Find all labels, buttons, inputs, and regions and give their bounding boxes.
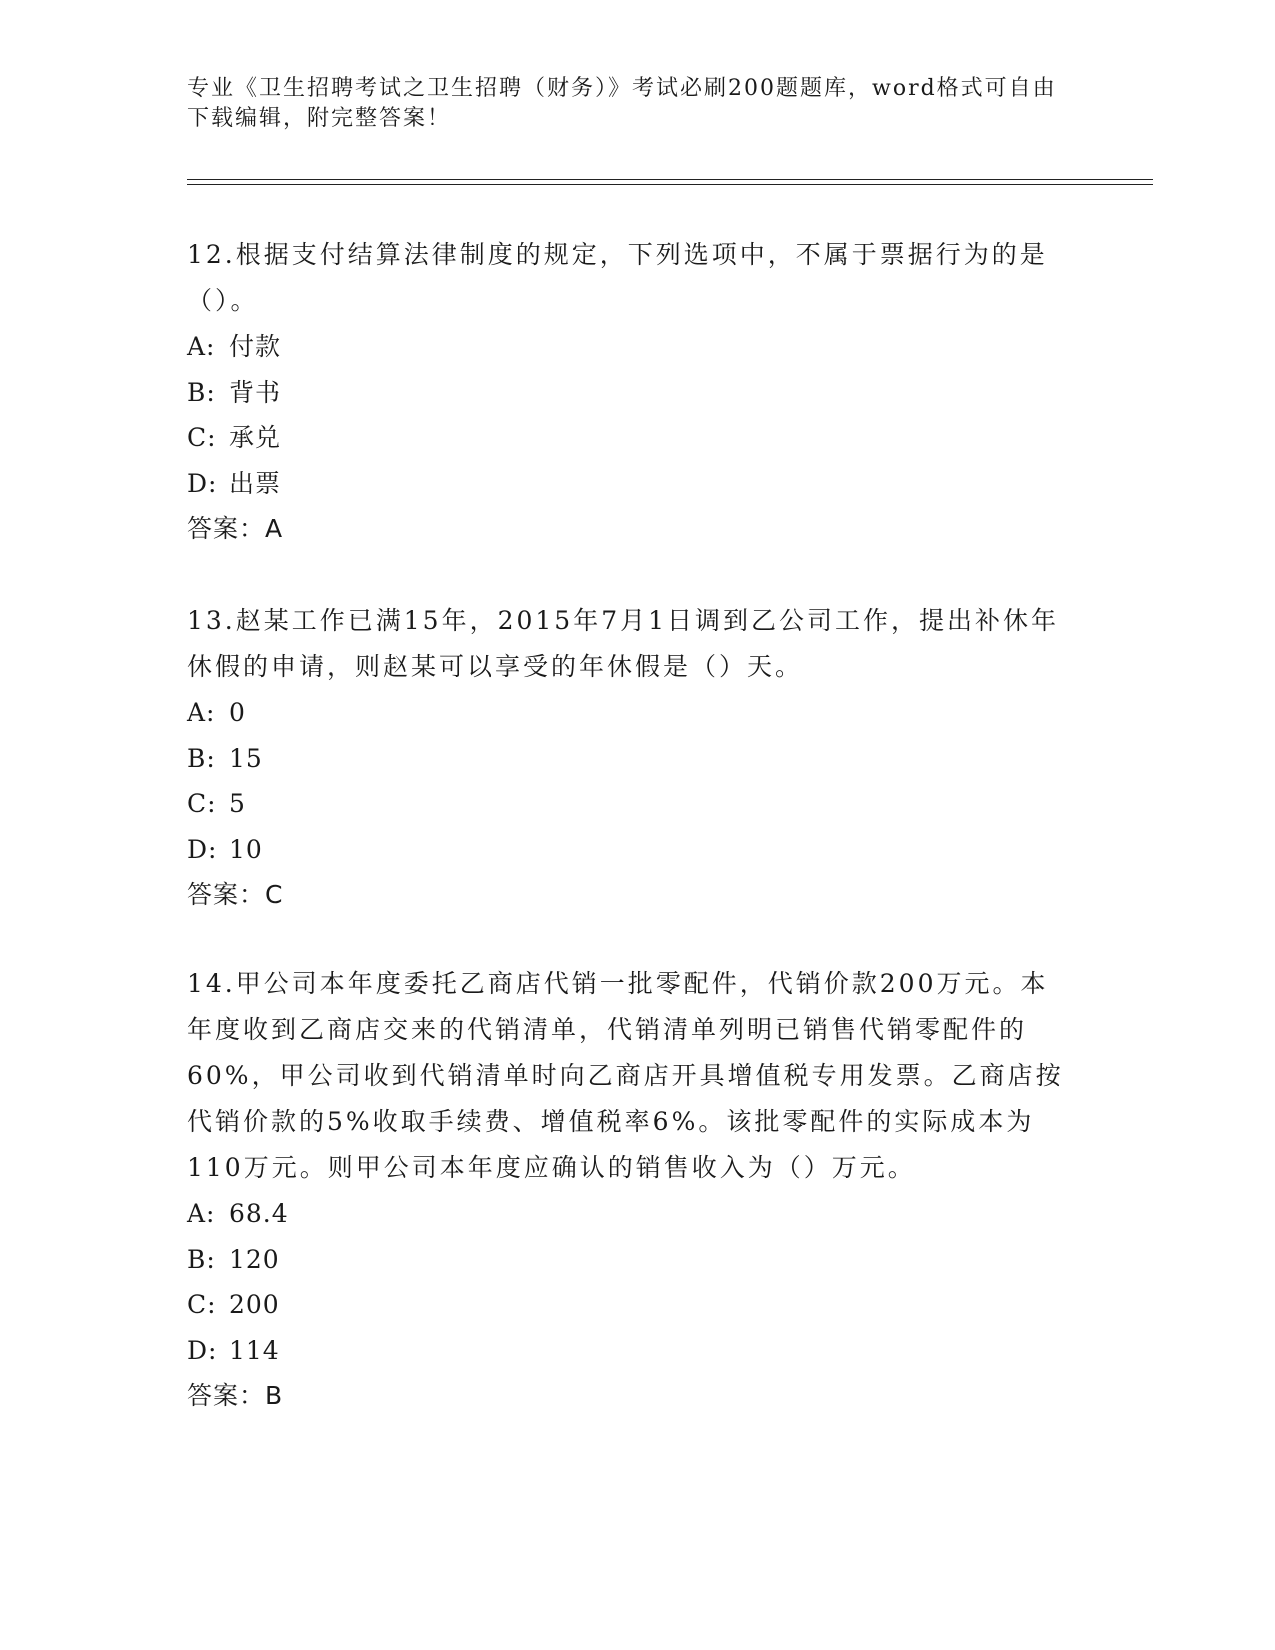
option-d <box>187 461 1067 507</box>
option-letter: A: <box>187 332 216 361</box>
answer-line: 答案：A <box>187 514 284 543</box>
option-text: 0 <box>229 698 246 727</box>
option-letter: C: <box>187 1290 217 1319</box>
option-b <box>187 370 1067 416</box>
option-letter: A: <box>187 698 216 727</box>
question-text: 14.甲公司本年度委托乙商店代销一批零配件，代销价款200万元。本年度收到乙商店交来的代销清单，代销清单列明已销售代销零配件的60%，甲公司收到代销清单时向乙商店开具增值税专用发票。乙商店按代销价款的5%收取手续费、增值税率6%。该批零配件的实际成本为110万元。则甲公司本年度应确认的销售收入为（）万元。 <box>187 969 1064 1182</box>
option-b <box>187 736 1067 782</box>
question-12 <box>187 232 1067 552</box>
option-text: 承兑 <box>229 423 282 452</box>
option-text: 5 <box>229 789 246 818</box>
option-d <box>187 1328 1067 1374</box>
option-letter: A: <box>187 1199 216 1228</box>
option-text: 15 <box>229 743 263 773</box>
option-text: 68.4 <box>229 1199 289 1228</box>
option-text: 200 <box>229 1290 280 1319</box>
option-letter: D: <box>187 834 218 864</box>
option-letter: D: <box>187 1335 218 1365</box>
answer-line: 答案：B <box>187 1381 284 1410</box>
question-13 <box>187 598 1067 918</box>
question-text: 13.赵某工作已满15年，2015年7月1日调到乙公司工作，提出补休年休假的申请，则赵某可以享受的年休假是（）天。 <box>187 606 1060 681</box>
option-text: 付款 <box>229 332 282 361</box>
header-divider-top <box>187 179 1153 180</box>
option-text: 出票 <box>229 468 282 498</box>
option-text: 10 <box>229 834 263 864</box>
option-a <box>187 324 1067 370</box>
header-divider-bottom <box>187 184 1153 185</box>
option-c <box>187 415 1067 461</box>
answer-line: 答案：C <box>187 880 284 909</box>
option-d <box>187 827 1067 873</box>
option-text: 120 <box>229 1244 280 1274</box>
option-text: 114 <box>229 1335 280 1365</box>
option-c <box>187 781 1067 827</box>
option-letter: B: <box>187 1244 216 1274</box>
option-a <box>187 690 1067 736</box>
option-c <box>187 1282 1067 1328</box>
option-letter: B: <box>187 743 216 773</box>
option-letter: B: <box>187 377 216 407</box>
document-header: 专业《卫生招聘考试之卫生招聘（财务）》考试必刷200题题库，word格式可自由下载编辑，附完整答案！ <box>187 76 1057 131</box>
option-b <box>187 1237 1067 1283</box>
option-letter: C: <box>187 423 217 452</box>
option-a <box>187 1191 1067 1237</box>
option-letter: D: <box>187 468 218 498</box>
option-text: 背书 <box>229 377 282 407</box>
option-letter: C: <box>187 789 217 818</box>
question-text: 12.根据支付结算法律制度的规定，下列选项中，不属于票据行为的是（）。 <box>187 240 1048 315</box>
question-14 <box>187 961 1067 1419</box>
